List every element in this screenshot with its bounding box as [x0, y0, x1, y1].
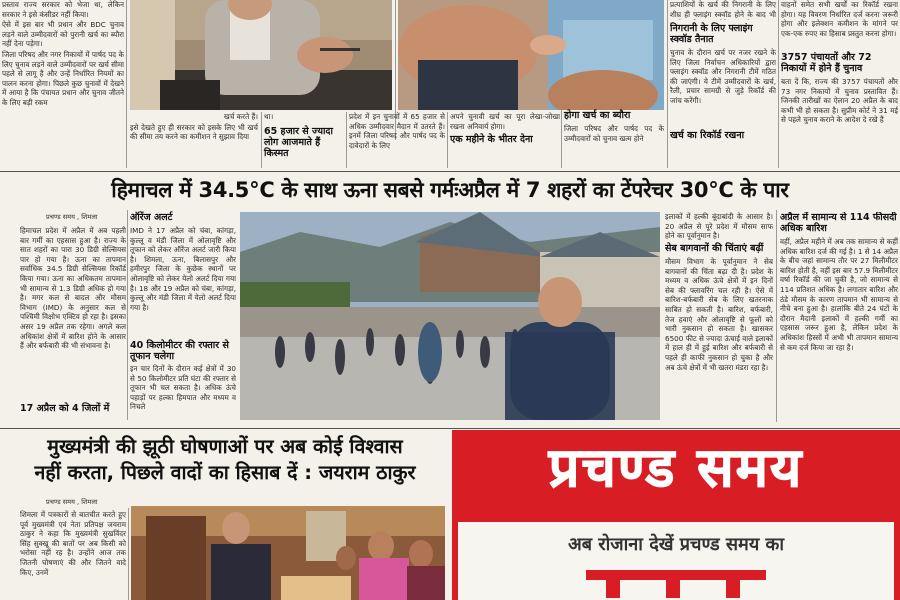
top-col-8-text: बता दें कि, राज्य की 3757 पंचायतों और 73 नगर निकायों में चुनाव प्रस्तावित हैं। जिनकी तारीखों का ऐलान 20 अप्रैल के बाद कभी भी हो सकता है। सुप्रीम कोर्ट ने 31 मई से पहले चुनाव कराने के आदेश दे रखे हैं — [781, 77, 898, 125]
top-col-7-head: निगरानी के लिए फ्लाइंग स्क्वॉड तैनात — [670, 23, 753, 45]
weather-headline: हिमाचल में 34.5°C के साथ ऊना सबसे गर्मःअप्रैल में 7 शहरों का टेंपरेचर 30°C के पार — [111, 178, 789, 202]
thakur-headline — [0, 434, 450, 486]
weather-col-4 — [780, 212, 898, 422]
weather-col-1-text: हिमाचल प्रदेश में अप्रैल में अब पहली बार गर्मी का एहसास हुआ है। राज्य के सात शहरों का पारा 30 डिग्री सेल्सियस पार हो गया है। ऊना का तापमान सर्वाधिक 34.5 डिग्री सेल्सियस रिकॉर्ड किया गया। ऊना का अधिकतम तापमान भी सामान्य से 1.3 डिग्री अधिक हो गया है। मगर कल से बादल और मौसम विभाग (IMD) के अनुसार कल से पश्चिमी विक्षोभ एक्टिव हो रहा है। इसका असर 19 अप्रैल तक रहेगा। अगले कल अधिकांश क्षेत्रों में बारिश होने के आसार हैं और बर्फबारी की भी संभावना है। — [20, 226, 126, 351]
weather-byline: प्रचण्ड समय , शिमला — [46, 213, 98, 221]
top-col-2-text: इसे देखते हुए ही सरकार को इसके लिए भी खर्च की सीमा तय करने का कमीशन ने सुझाव दिया — [130, 122, 258, 142]
top-col-3-pre: था। — [264, 112, 274, 121]
weather-col-2-head: ऑरेंज अलर्ट — [130, 212, 173, 223]
weather-col-3b-text: मौसम विभाग के पूर्वानुमान ने सेब बागवानों की चिंता बढ़ा दी है। प्रदेश के मध्यम व अधिक ऊंचे क्षेत्रों में इन दिनों सेब की फ्लावरिंग चल रही है। ऐसे में बारिश-बर्फबारी सेब के लिए खतरनाक साबित हो सकती है। बारिश, बर्फबारी, तेज हवाएं और ओलावृष्टि से फूलों को भारी नुकसान हो सकता है। खासकर 6500 फीट से ज्यादा ऊंचाई वाले इलाकों में हाल ही में हुई बारिश और बर्फबारी से पहले ही काफी नुकसान हो चुका है और अब ऊंचे क्षेत्रों में भी खतरा मंडरा रहा है। — [665, 257, 773, 372]
top-col-8-pre: वाहनों समेत सभी खर्चों का रिकॉर्ड रखना होगा। यह विवरण निर्धारित दर्ज करना जरूरी होगा और इलेक्शन कमीशन के मांगने पर एक-एक रुपए का हिसाब प्रस्तुत करना होगा। — [781, 0, 898, 38]
ad-title: प्रचण्ड समय — [548, 436, 804, 499]
top-col-5 — [450, 112, 560, 170]
top-col-2 — [130, 112, 258, 170]
top-col-7-head2: खर्च का रिकॉर्ड रखना — [670, 130, 745, 141]
top-photo-hands — [398, 0, 664, 110]
weather-col-2b-text: इन चार दिनों के दौरान कई क्षेत्रों में 30 से 50 किलोमीटर प्रति घंटा की रफ्तार से तूफान भी चल सकता है। अधिक ऊंचे पहाड़ों पर हल्का हिमपात और मध्यम व निचले — [130, 364, 236, 412]
top-col-6-head: होगा खर्च का ब्यौरा — [564, 110, 631, 121]
top-col-7-text: चुनाव के दौरान खर्च पर नजर रखने के लिए जिला निर्वाचन अधिकारियों द्वारा फ्लाइंग स्क्वॉड और निगरानी टीमें गठित की जाएंगी। ये टीमें उम्मीदवारों के खर्च, रैली, प्रचार सामग्री से जुड़े रिकॉर्ड की जांच करेंगी। — [670, 48, 776, 105]
weather-col-4-head: अप्रैल में सामान्य से 114 फीसदी अधिक बारिश — [780, 212, 897, 234]
top-col-6 — [564, 110, 664, 170]
top-col-8 — [781, 0, 898, 170]
weather-col-3 — [665, 212, 773, 422]
weather-col-2 — [130, 226, 236, 336]
weather-col-1-head: 17 अप्रैल को 4 जिलों में — [20, 403, 110, 414]
top-col-3 — [264, 112, 344, 170]
top-col-4-text: प्रदेश में इन चुनावों में 65 हजार से अधिक उम्मीदवार मैदान में उतरते हैं। इनमें जिला परिषद और पार्षद पद के दावेदारों के लिए — [349, 112, 445, 150]
weather-col-3-text: इलाकों में हल्की बूंदाबांदी के आसार है। 20 अप्रैल से पूरे प्रदेश में मौसम साफ होने का पूर्वानुमान है। — [665, 212, 773, 240]
thakur-byline: प्रचण्ड समय , शिमला — [46, 498, 98, 506]
weather-col-2-head2: 40 किलोमीटर की रफ्तार से तूफान चलेगा — [130, 340, 229, 362]
top-col-3-head: 65 हजार से ज्यादा लोग आजमाते हैं किस्मत — [264, 125, 333, 159]
weather-col-2-text: IMD ने 17 अप्रैल को चंबा, कांगड़ा, कुल्लू व मंडी जिला में ओलावृष्टि और तूफान को लेकर ऑरेंज अलर्ट जारी किया है। शिमला, ऊना, बिलासपुर और हमीरपुर जिला के कुछेक स्थानों पर ओलावृष्टि को लेकर येलो अलर्ट दिया गया है। 18 और 19 अप्रैल को चंबा, कांगड़ा, कुल्लू और मंडी जिला में येलो अलर्ट दिया गया है। — [130, 226, 236, 312]
top-col-1-para-1: प्रस्ताव राज्य सरकार को भेजा था, लेकिन सरकार ने इसे कंसीडर नहीं किया। — [2, 0, 124, 19]
ad-tagline: अब रोजाना देखें प्रचण्ड समय का — [567, 534, 785, 555]
thakur-headline-line-1: मुख्यमंत्री की झूठी घोषणाओं पर अब कोई विश्वास — [47, 435, 403, 458]
weather-col-3-head: सेब बागवानों की चिंताएं बढ़ीं — [665, 243, 764, 254]
thakur-col-1-text: शिमला में पत्रकारों से बातचीत करते हुए पूर्व मुख्यमंत्री एवं नेता प्रतिपक्ष जयराम ठाकुर ने कहा कि मुख्यमंत्री सुखविंदर सिंह सुक्खू की बातों पर अब किसी को भरोसा नहीं रह है। उन्होंने आज तक जितनी घोषणाएं की और जितने वादे किए, उनमें — [20, 510, 126, 577]
ad-panel — [458, 522, 894, 600]
weather-col-2b — [130, 364, 236, 420]
thakur-headline-line-2: नहीं करता, पिछले वादों का हिसाब दें : जयराम ठाकुर — [34, 461, 416, 484]
weather-col-4-text: वहीं, अप्रैल महीने में अब तक सामान्य से कहीं अधिक बारिश दर्ज की गई है। 1 से 14 अप्रैल के बीच जहां सामान्य तौर पर 27 मिलीमीटर बारिश होती है, वहीं इस बार 57.9 मिलीमीटर वर्षा रिकॉर्ड की जा चुकी है, जो सामान्य से 114 प्रतिशत अधिक है। लगातार बारिश और ठंडे मौसम के कारण तापमान भी सामान्य से नीचे बना हुआ है। हालांकि बीते 24 घंटों के दौरान मैदानी इलाकों में हल्की गर्मी का एहसास जरूर हुआ है, लेकिन प्रदेश के अधिकांश हिस्सों में अभी भी तापमान सामान्य से कम दर्ज किया जा रहा है। — [780, 237, 898, 352]
thakur-col-1 — [20, 510, 126, 600]
top-col-7 — [670, 0, 776, 170]
top-col-2-tail: खर्च करते हैं। — [223, 112, 258, 121]
top-col-6-text: जिला परिषद और पार्षद पद के उम्मीदवारों को चुनाव खत्म होने — [564, 124, 664, 143]
top-col-7-pre: प्रत्याशियों के खर्च की निगरानी के लिए शीघ्र ही फ्लाइंग स्क्वॉड होने के बाद भी — [670, 0, 776, 19]
top-photo-official — [130, 0, 392, 110]
ad-logo-fragment — [526, 560, 826, 598]
top-col-1 — [2, 0, 124, 170]
weather-col-1 — [20, 226, 126, 402]
top-col-1-para-3: जिला परिषद और नगर निकायों में पार्षद पद के लिए चुनाव लड़ने वाले उम्मीदवारों पर खर्च सीमा पहले से लागू है और उन्हें निर्धारित नियमों का पालन करना होगा। पिछले कुछ चुनावों में देखने में आया है कि पंचायत प्रधान और चुनाव जीतने के लिए बड़ी रकम — [2, 49, 124, 107]
weather-photo-shimla — [240, 212, 660, 420]
ad-block — [452, 430, 900, 600]
thakur-photo — [131, 506, 445, 600]
top-col-4 — [349, 112, 445, 170]
top-col-1-para-2: ऐसे में इस बार भी प्रधान और BDC चुनाव लड़ने वाले उम्मीदवारों को पुरानी खर्च का ब्यौरा नहीं देना पड़ेगा। — [2, 20, 124, 49]
top-col-8-head: 3757 पंचायतों और 72 निकायों में होने हैं चुनाव — [781, 52, 872, 74]
top-col-5-text: अपने चुनावी खर्च का पूरा लेखा-जोखा रखना अनिवार्य होगा। — [450, 112, 560, 131]
top-col-5-head: एक महीने के भीतर देना — [450, 134, 533, 146]
